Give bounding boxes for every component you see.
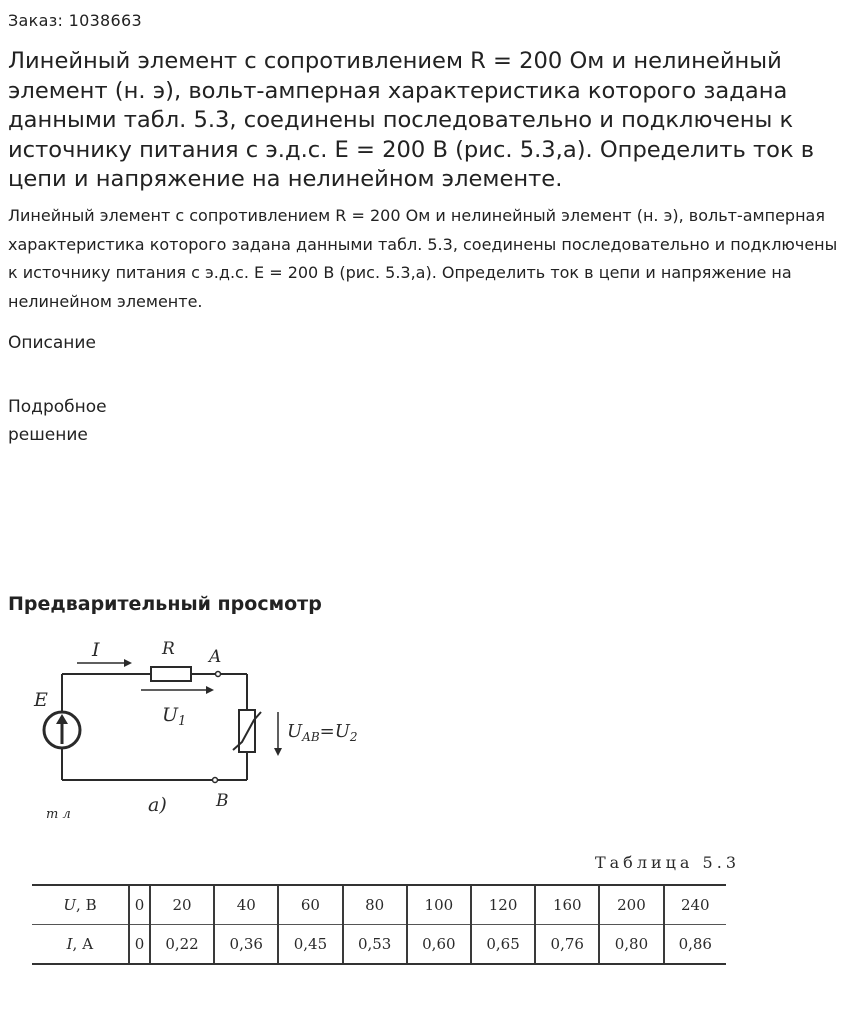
uab-label: $U_{AB}=U_2$ bbox=[287, 721, 358, 744]
table-cell: 200 bbox=[599, 885, 663, 925]
table-cell: 0,36 bbox=[214, 925, 278, 965]
current-arrow-head bbox=[124, 659, 132, 667]
table-cell: 0,22 bbox=[150, 925, 214, 965]
table-cell: 0,60 bbox=[407, 925, 471, 965]
table-cell: 0,45 bbox=[278, 925, 342, 965]
source-arrow-head bbox=[56, 714, 68, 724]
table-cell: 0,80 bbox=[599, 925, 663, 965]
table-row-voltage bbox=[32, 885, 726, 925]
table-cell: 0,86 bbox=[664, 925, 726, 965]
table-cell: 20 bbox=[150, 885, 214, 925]
uab-arrow-head bbox=[274, 748, 282, 756]
table-cell: 60 bbox=[278, 885, 342, 925]
table-cell: 160 bbox=[535, 885, 599, 925]
preview-heading: Предварительный просмотр bbox=[8, 593, 322, 615]
table-caption: Таблица 5.3 bbox=[594, 853, 740, 872]
vac-table bbox=[32, 884, 726, 965]
preview-image bbox=[20, 630, 740, 975]
solution-label: Подробное решение bbox=[8, 397, 107, 445]
order-number: Заказ: 1038663 bbox=[8, 11, 142, 30]
source-label: E bbox=[34, 689, 48, 711]
u1-arrow-head bbox=[206, 686, 214, 694]
task-description: Линейный элемент с сопротивлением R = 200 Ом и нелинейный элемент (н. э), вольт-амперная характеристика которого задана данными табл. 5.3, соединены последовательно и подключены к источнику питания с э.д.с. E = 200 В (рис. 5.3,а). Определить ток в цепи и напряжение на нелинейном элементе. bbox=[8, 206, 838, 311]
node-a-label: A bbox=[209, 647, 222, 667]
node-a-dot bbox=[216, 672, 221, 677]
table-cell: 240 bbox=[664, 885, 726, 925]
task-title: Линейный элемент с сопротивлением R = 200 Ом и нелинейный элемент (н. э), вольт-амперная характеристика которого задана данными табл. 5.3, соединены последовательно и подключены к источнику питания с э.д.с. E = 200 В (рис. 5.3,а). Определить ток в цепи и напряжение на нелинейном элементе. bbox=[8, 48, 815, 192]
table-cell: 0 bbox=[129, 925, 150, 965]
u1-label: $U_1$ bbox=[162, 704, 187, 729]
table-cell: 0 bbox=[129, 885, 150, 925]
row-label-current: I, А bbox=[32, 925, 129, 965]
row-label-voltage: U, В bbox=[32, 885, 129, 925]
table-cell: 0,76 bbox=[535, 925, 599, 965]
node-b-label: B bbox=[216, 791, 229, 811]
figure-corner-label: т л bbox=[46, 807, 71, 822]
table-cell: 100 bbox=[407, 885, 471, 925]
nonlinear-element-slash bbox=[233, 712, 261, 750]
table-row-current bbox=[32, 925, 726, 965]
table-cell: 0,65 bbox=[471, 925, 535, 965]
table-cell: 120 bbox=[471, 885, 535, 925]
table-cell: 80 bbox=[343, 885, 407, 925]
resistor-label: R bbox=[162, 639, 175, 659]
resistor-r-symbol bbox=[151, 667, 191, 681]
table-cell: 40 bbox=[214, 885, 278, 925]
node-b-dot bbox=[213, 778, 218, 783]
figure-sublabel: a) bbox=[148, 794, 167, 816]
table-cell: 0,53 bbox=[343, 925, 407, 965]
current-label: I bbox=[92, 639, 100, 661]
circuit-diagram bbox=[20, 630, 740, 830]
description-label: Описание bbox=[8, 333, 96, 353]
